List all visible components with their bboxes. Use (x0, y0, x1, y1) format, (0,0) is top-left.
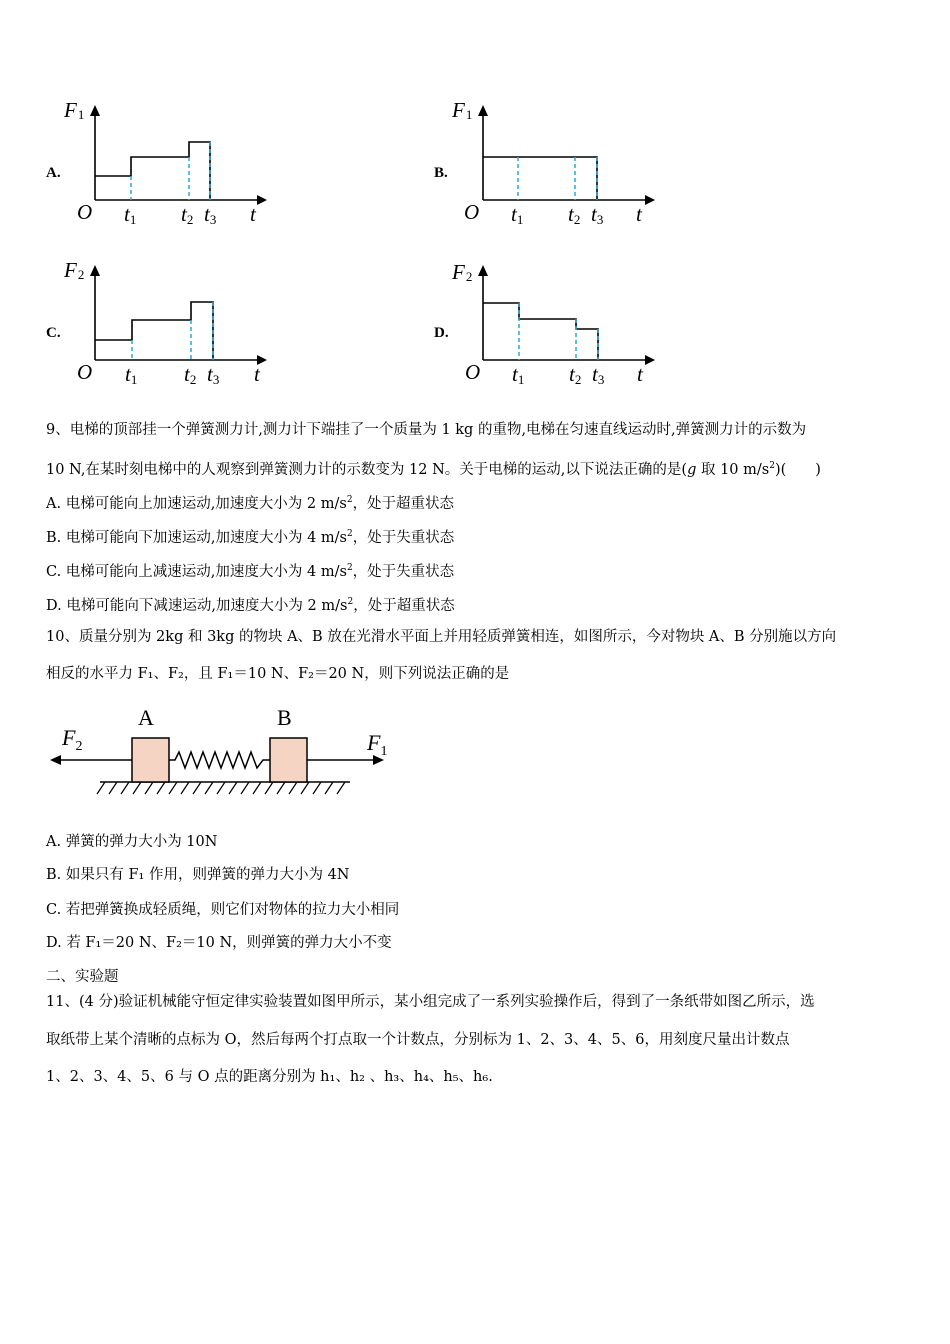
q11-stem-line1: 11、(4 分)验证机械能守恒定律实验装置如图甲所示，某小组完成了一系列实验操作后，得到了一条纸带如图乙所示，选 (46, 994, 815, 1010)
svg-text:t1: t1 (124, 202, 137, 227)
q9-option-c: C. 电梯可能向上减速运动,加速度大小为 4 $m/s^2$，处于失重状态 (46, 563, 455, 580)
svg-text:t: t (250, 202, 256, 226)
section-heading: 二、实验题 (46, 969, 119, 985)
svg-text:O: O (464, 200, 480, 224)
svg-text:O: O (77, 200, 93, 224)
q10-stem-line1: 10、质量分别为 2kg 和 3kg 的物块 A、B 放在光滑水平面上并用轻质弹簧相连，如图所示，今对物块 A、B 分别施以方向 (46, 629, 837, 645)
svg-text:t: t (636, 202, 642, 226)
svg-text:t2: t2 (569, 362, 582, 387)
graph-b (448, 95, 668, 230)
svg-text:t: t (254, 362, 260, 386)
option-label-d: D. (434, 325, 449, 341)
option-label-c: C. (46, 325, 61, 341)
q10-option-a: A. 弹簧的弹力大小为 10N (46, 834, 218, 850)
q10-option-c: C. 若把弹簧换成轻质绳，则它们对物体的拉力大小相同 (46, 902, 400, 918)
option-label-b: B. (434, 165, 448, 181)
svg-text:F2: $F_2$ (62, 725, 83, 754)
q9-stem-line2: 10 N,在某时刻电梯中的人观察到弹簧测力计的示数变为 12 N。关于电梯的运动,以下说法正确的是(g 取 10 $m/s^2$)( ) (46, 461, 821, 478)
svg-text:F2: F2 (64, 258, 85, 282)
q9-option-b: B. 电梯可能向下加速运动,加速度大小为 4 $m/s^2$，处于失重状态 (46, 529, 455, 546)
option-label-a: A. (46, 165, 61, 181)
graph-d (448, 255, 668, 390)
svg-text:A: A (138, 705, 154, 730)
svg-text:O: O (465, 360, 481, 384)
q11-stem-line3: 1、2、3、4、5、6 与 O 点的距离分别为 h₁、h₂ 、h₃、h₄、h₅、h₆. (46, 1069, 493, 1085)
spring-blocks-figure (45, 700, 395, 804)
graph-c (60, 255, 280, 390)
svg-text:t1: t1 (511, 202, 524, 227)
svg-text:t1: t1 (512, 362, 525, 387)
q10-option-b: B. 如果只有 F₁ 作用，则弹簧的弹力大小为 4N (46, 867, 350, 883)
svg-text:t3: t3 (204, 202, 217, 227)
graph-a (60, 95, 280, 230)
svg-text:t1: t1 (125, 362, 138, 387)
svg-text:t2: t2 (184, 362, 197, 387)
q9-option-a: A. 电梯可能向上加速运动,加速度大小为 2 $m/s^2$，处于超重状态 (46, 495, 455, 512)
svg-text:t: t (637, 362, 643, 386)
svg-text:t3: t3 (592, 362, 605, 387)
svg-text:F2: F2 (452, 260, 473, 284)
q10-stem-line2: 相反的水平力 F₁、F₂，且 F₁＝10 N、F₂＝20 N，则下列说法正确的是 (46, 666, 510, 682)
svg-text:t3: t3 (591, 202, 604, 227)
q11-stem-line2: 取纸带上某个清晰的点标为 O，然后每两个打点取一个计数点，分别标为 1、2、3、4、5、6，用刻度尺量出计数点 (46, 1032, 790, 1048)
svg-text:O: O (77, 360, 93, 384)
svg-text:t2: t2 (181, 202, 194, 227)
svg-text:F1: F1 (452, 98, 473, 122)
svg-text:B: B (277, 705, 292, 730)
svg-text:F1: F1 (64, 98, 85, 122)
q10-option-d: D. 若 F₁＝20 N、F₂＝10 N，则弹簧的弹力大小不变 (46, 935, 392, 951)
svg-text:F1: $F_1$ (367, 730, 388, 759)
svg-text:t2: t2 (568, 202, 581, 227)
q9-stem-line1: 9、电梯的顶部挂一个弹簧测力计,测力计下端挂了一个质量为 1 kg 的重物,电梯在匀速直线运动时,弹簧测力计的示数为 (46, 422, 807, 438)
q9-option-d: D. 电梯可能向下减速运动,加速度大小为 2 $m/s^2$，处于超重状态 (46, 597, 455, 614)
svg-text:t3: t3 (207, 362, 220, 387)
